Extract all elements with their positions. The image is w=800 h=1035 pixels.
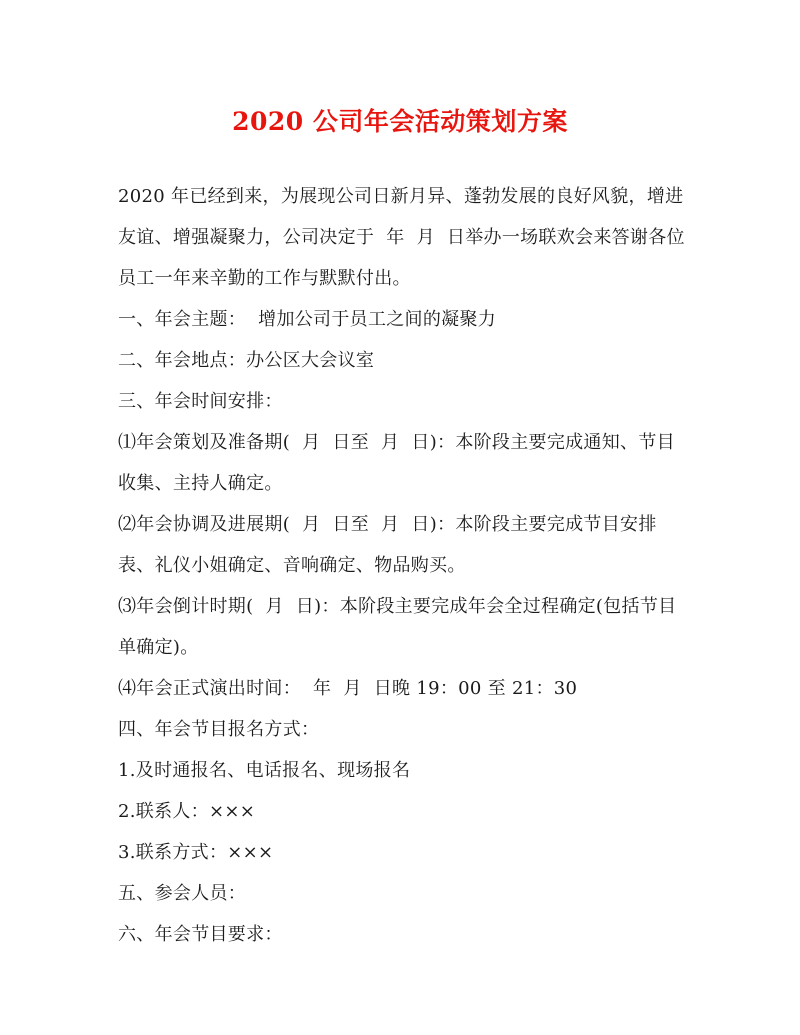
document-body (118, 176, 693, 955)
document-title: 2020 公司年会活动策划方案 (232, 107, 568, 136)
section-schedule-heading: 三、年会时间安排： (118, 391, 283, 412)
schedule-item-3: ⑶年会倒计时期( 月 日)：本阶段主要完成年会全过程确定(包括节目单确定)。 (118, 596, 677, 658)
section-location: 二、年会地点：办公区大会议室 (118, 350, 375, 371)
schedule-item-2: ⑵年会协调及进展期( 月 日至 月 日)：本阶段主要完成节目安排表、礼仪小姐确定、音响确定、物品购买。 (118, 514, 657, 576)
section-theme: 一、年会主题： 增加公司于员工之间的凝聚力 (118, 309, 497, 330)
section-program-requirements: 六、年会节目要求： (118, 924, 283, 945)
registration-item-1: 1.及时通报名、电话报名、现场报名 (118, 760, 411, 781)
section-attendees: 五、参会人员： (118, 883, 247, 904)
section-registration-heading: 四、年会节目报名方式： (118, 719, 320, 740)
intro-paragraph: 2020 年已经到来，为展现公司日新月异、蓬勃发展的良好风貌，增进友谊、增强凝聚力，公司决定于 年 月 日举办一场联欢会来答谢各位员工一年来辛勤的工作与默默付出。 (118, 186, 685, 289)
schedule-item-1: ⑴年会策划及准备期( 月 日至 月 日)：本阶段主要完成通知、节目收集、主持人确定。 (118, 432, 675, 494)
registration-item-2: 2.联系人：××× (118, 801, 256, 822)
registration-item-3: 3.联系方式：××× (118, 842, 274, 863)
schedule-item-4: ⑷年会正式演出时间： 年 月 日晚 19：00 至 21：30 (118, 678, 578, 699)
